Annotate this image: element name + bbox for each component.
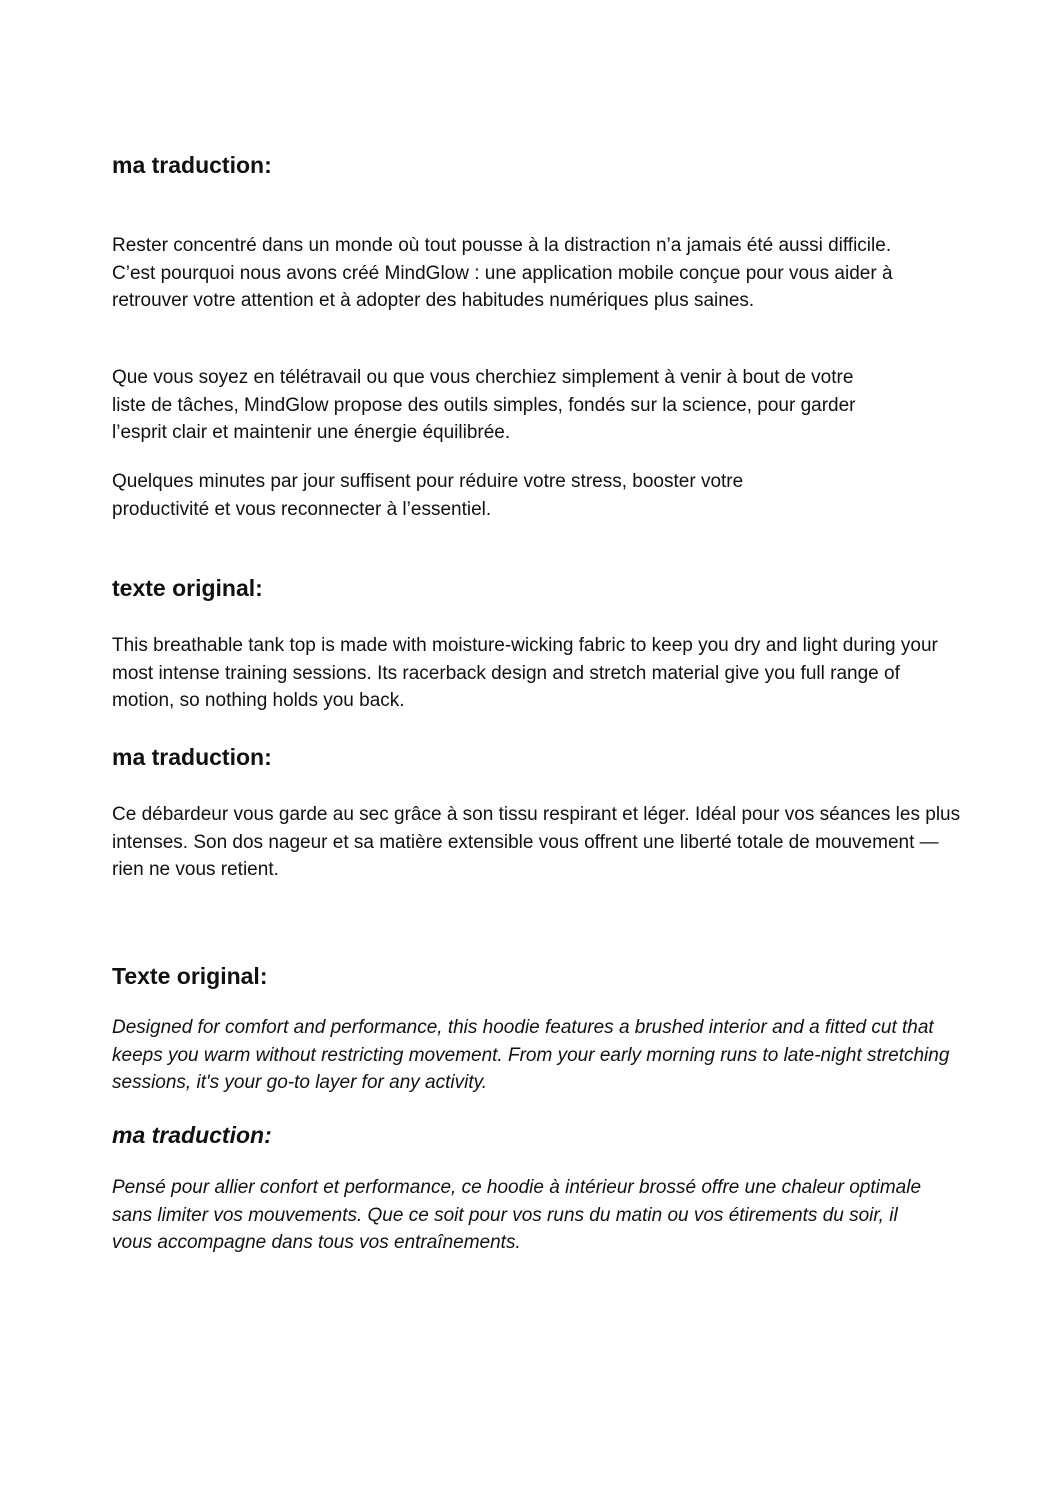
paragraph-hoodie-translation: Pensé pour allier confort et performance, ce hoodie à intérieur brossé offre une chaleur optimale sans limiter vos mouvements. Que ce soit pour vos runs du matin ou vos étirements du soir, il vous accompagne dans tous vos entraînements. xyxy=(112,1177,922,1253)
section-heading-original-1: texte original: xyxy=(112,575,263,601)
paragraph-mindglow-minutes: Quelques minutes par jour suffisent pour réduire votre stress, booster votre productivité et vous reconnecter à l’essentiel. xyxy=(112,471,744,520)
paragraph-tank-top-original: This breathable tank top is made with moisture-wicking fabric to keep you dry and light during your most intense training sessions. Its racerback design and stretch material give you full range of motion, so nothing holds you back. xyxy=(112,635,938,711)
section-heading-translation-3: ma traduction: xyxy=(112,1122,272,1148)
section-heading-translation-1: ma traduction: xyxy=(112,152,272,178)
paragraph-mindglow-intro: Rester concentré dans un monde où tout pousse à la distraction n’a jamais été aussi difficile. C’est pourquoi nous avons créé MindGlow : une application mobile conçue pour vous aider à retrouver votre attention et à adopter des habitudes numériques plus saines. xyxy=(112,235,893,311)
section-heading-original-2: Texte original: xyxy=(112,963,268,989)
document-page xyxy=(112,0,972,1493)
section-heading-translation-2: ma traduction: xyxy=(112,744,272,770)
paragraph-tank-top-translation: Ce débardeur vous garde au sec grâce à son tissu respirant et léger. Idéal pour vos séances les plus intenses. Son dos nageur et sa matière extensible vous offrent une liberté totale de mouvement — rien ne vous retient. xyxy=(112,804,961,880)
paragraph-hoodie-original: Designed for comfort and performance, this hoodie features a brushed interior and a fitted cut that keeps you warm without restricting movement. From your early morning runs to late-night stretching sessions, it's your go-to layer for any activity. xyxy=(112,1017,950,1093)
paragraph-mindglow-tools: Que vous soyez en télétravail ou que vous cherchiez simplement à venir à bout de votre liste de tâches, MindGlow propose des outils simples, fondés sur la science, pour garder l’esprit clair et maintenir une énergie équilibrée. xyxy=(112,367,856,443)
